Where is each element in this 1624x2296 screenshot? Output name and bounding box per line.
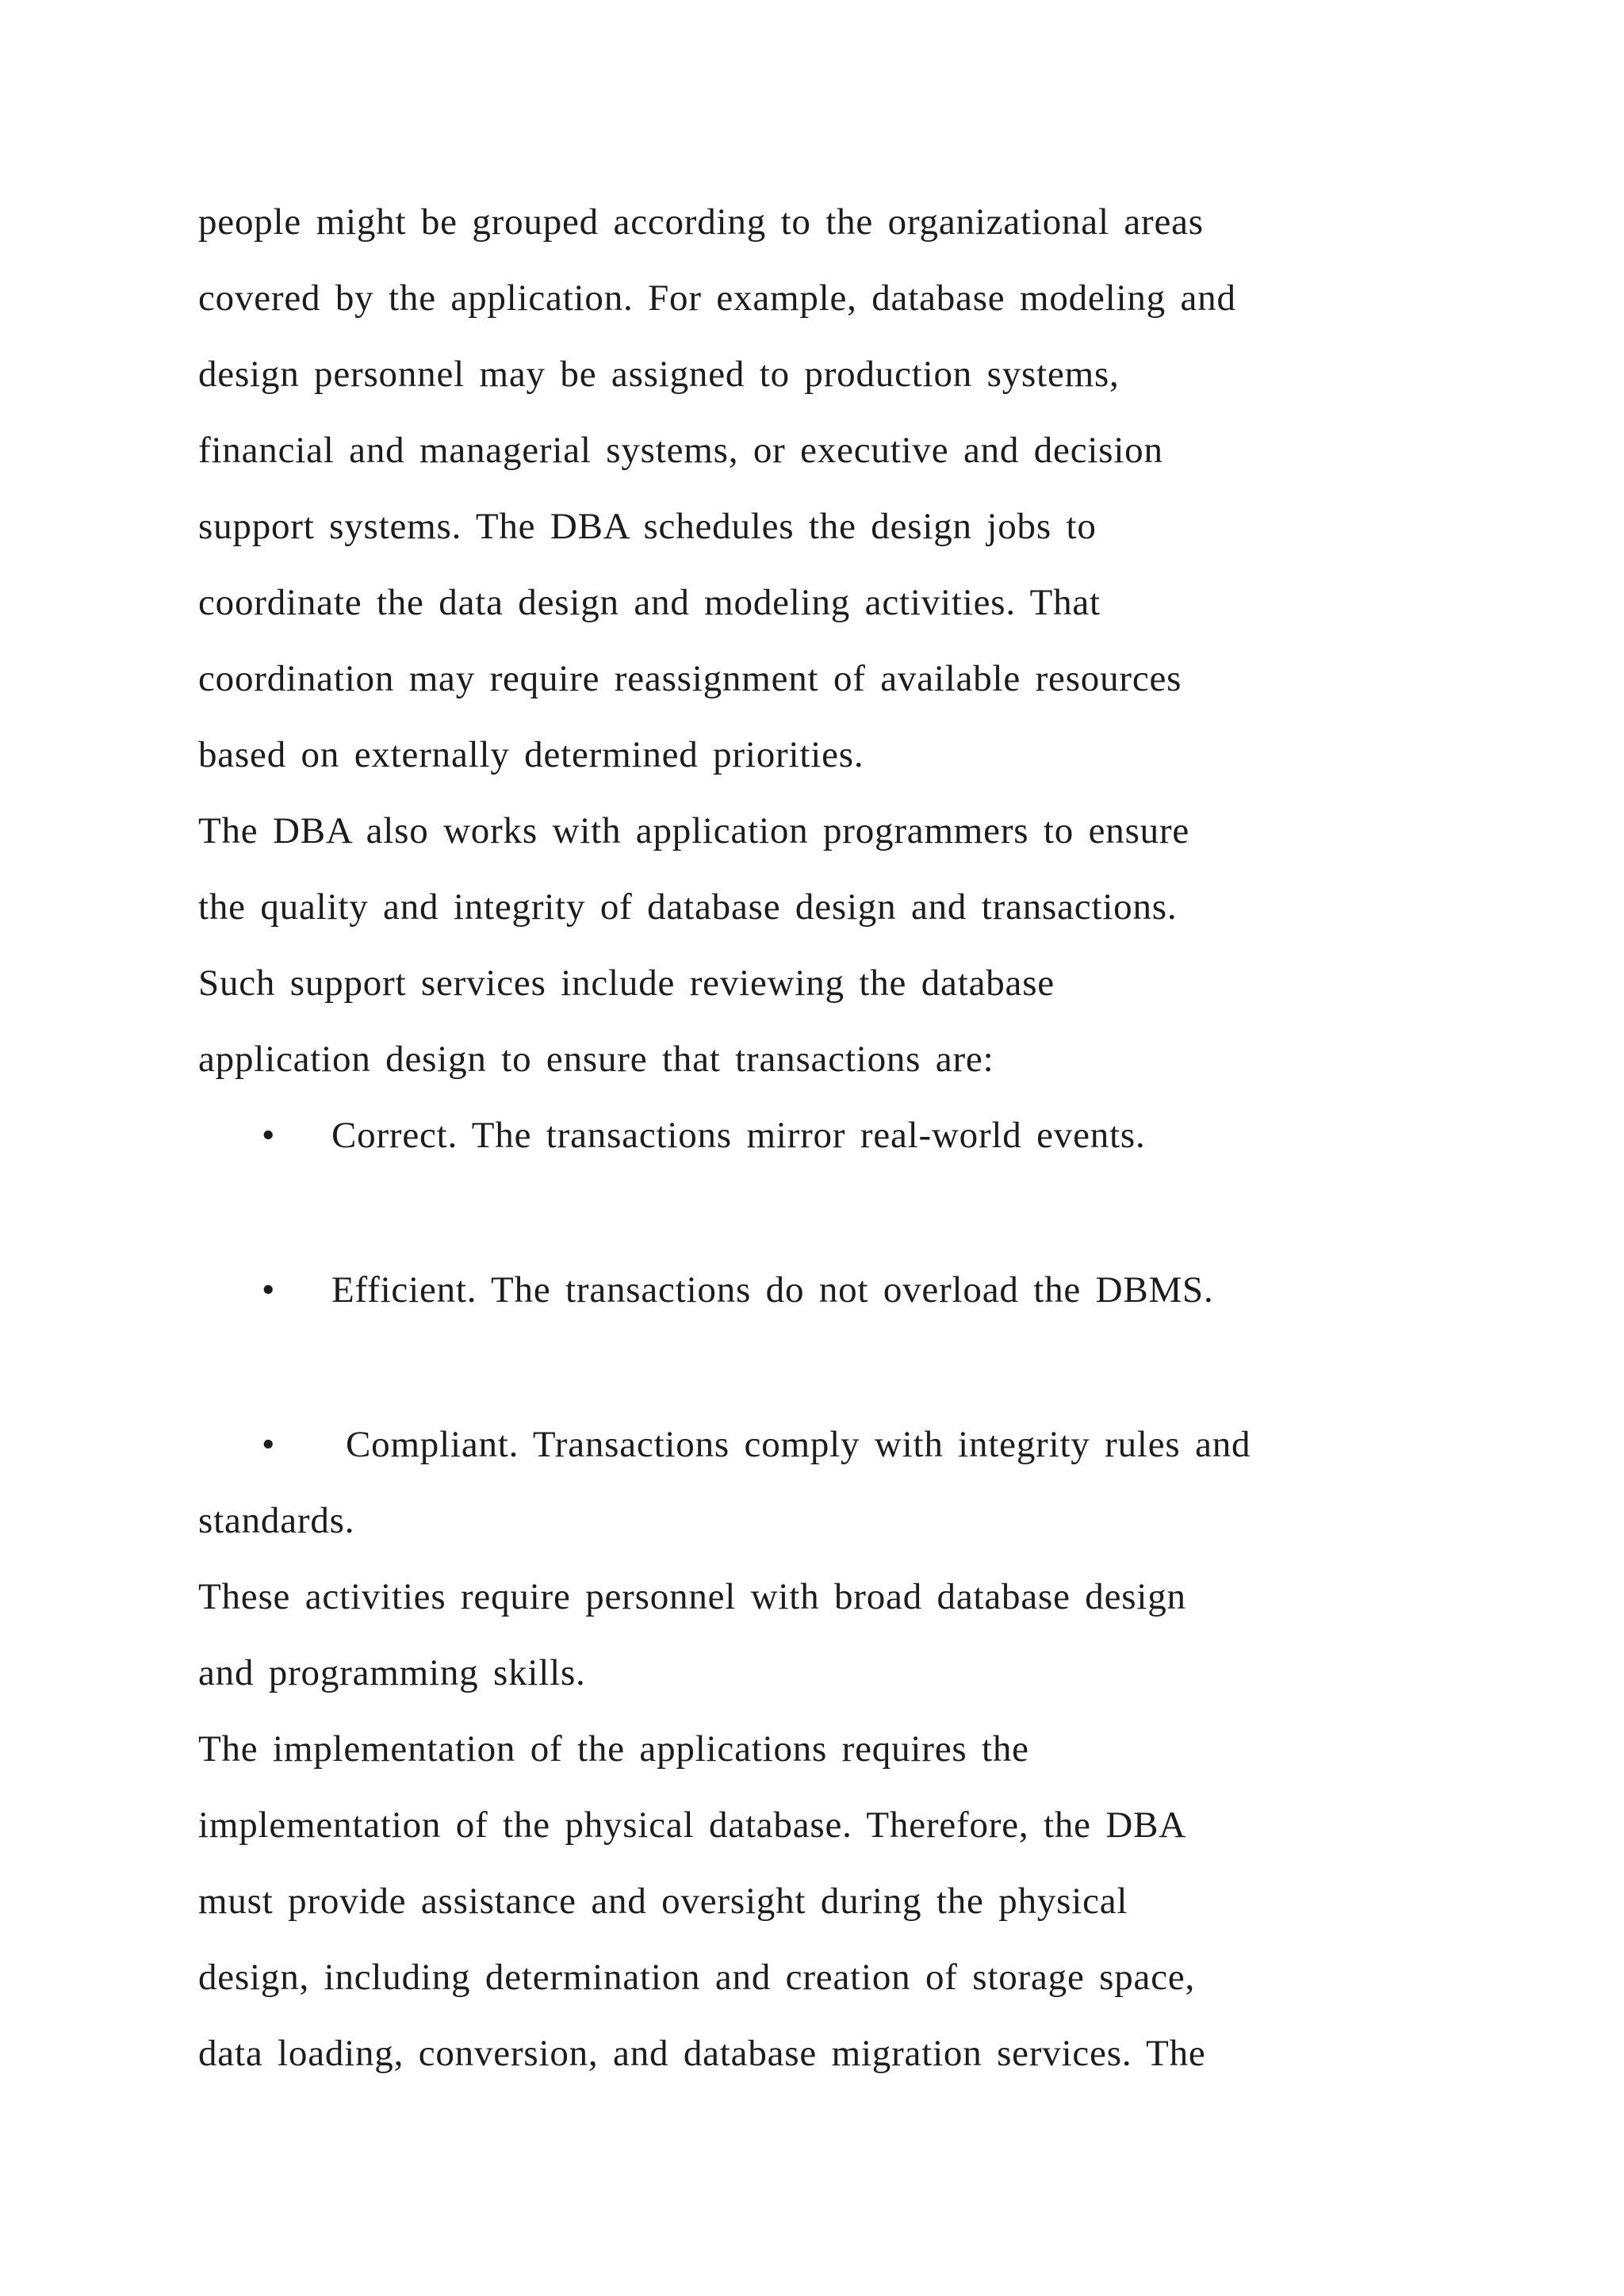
paragraph-4-line-5: data loading, conversion, and database migration services. The: [198, 2033, 1206, 2074]
paragraph-1-line-6: coordinate the data design and modeling activities. That: [198, 582, 1101, 623]
paragraph-4-line-3: must provide assistance and oversight during the physical: [198, 1881, 1128, 1922]
paragraph-2-line-4: application design to ensure that transactions are:: [198, 1039, 994, 1080]
paragraph-1-line-3: design personnel may be assigned to production systems,: [198, 354, 1120, 395]
paragraph-1-line-1: people might be grouped according to the organizational areas: [198, 201, 1204, 243]
bullet-3-continuation: standards.: [198, 1500, 355, 1541]
paragraph-3-line-2: and programming skills.: [198, 1652, 586, 1693]
paragraph-1-line-5: support systems. The DBA schedules the design jobs to: [198, 506, 1097, 547]
bullet-item-correct: Correct. The transactions mirror real-world events.: [331, 1115, 1146, 1156]
paragraph-4-line-4: design, including determination and creation of storage space,: [198, 1957, 1196, 1998]
paragraph-1-line-7: coordination may require reassignment of available resources: [198, 658, 1182, 699]
paragraph-1-line-2: covered by the application. For example, database modeling and: [198, 277, 1236, 319]
paragraph-4-line-2: implementation of the physical database. Therefore, the DBA: [198, 1804, 1186, 1846]
paragraph-2-line-2: the quality and integrity of database design and transactions.: [198, 886, 1178, 928]
bullet-item-efficient: Efficient. The transactions do not overload the DBMS.: [331, 1269, 1214, 1311]
bullet-marker-1: •: [262, 1115, 275, 1156]
paragraph-4-line-1: The implementation of the applications requires the: [198, 1728, 1029, 1770]
bullet-marker-3: •: [262, 1424, 275, 1465]
paragraph-1-line-4: financial and managerial systems, or executive and decision: [198, 430, 1163, 471]
bullet-marker-2: •: [262, 1269, 275, 1311]
paragraph-2-line-1: The DBA also works with application programmers to ensure: [198, 810, 1190, 851]
paragraph-2-line-3: Such support services include reviewing the database: [198, 962, 1055, 1004]
paragraph-3-line-1: These activities require personnel with broad database design: [198, 1576, 1186, 1617]
paragraph-1-line-8: based on externally determined priorities.: [198, 734, 864, 775]
bullet-item-compliant: Compliant. Transactions comply with integrity rules and: [346, 1424, 1251, 1465]
